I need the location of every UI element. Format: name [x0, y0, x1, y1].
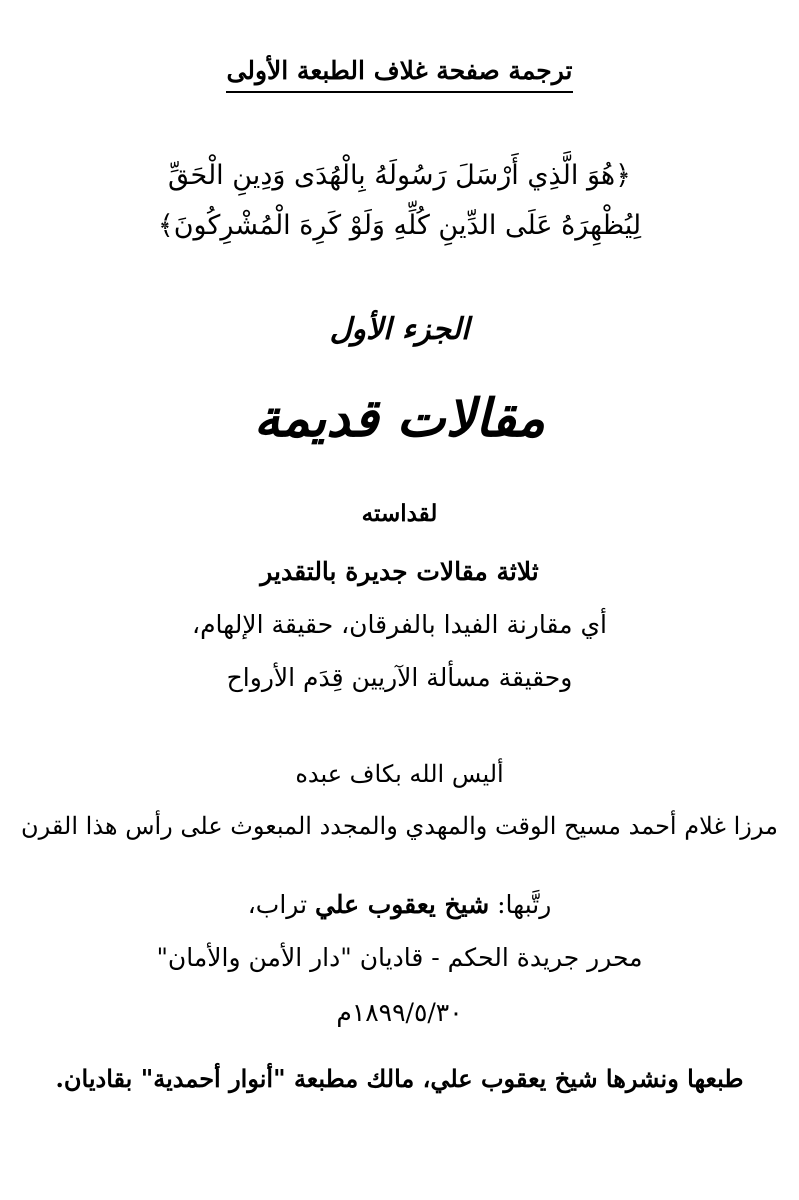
motto: أليس الله بكاف عبده — [295, 760, 504, 788]
page-heading — [0, 56, 799, 85]
printed-by-line: طبعها ونشرها شيخ يعقوب علي، مالك مطبعة "أنوار أحمدية" بقاديان. — [55, 1064, 744, 1093]
editor-line: محرر جريدة الحكم - قاديان "دار الأمن والأمان" — [156, 943, 643, 972]
description-line-2: وحقيقة مسألة الآريين قِدَم الأرواح — [226, 663, 573, 692]
verse-line-2: لِيُظْهِرَهُ عَلَى الدِّينِ كُلِّهِ وَلَوْ كَرِهَ الْمُشْرِكُونَ﴾ — [157, 210, 642, 241]
book-title: مقالات قديمة — [253, 388, 546, 449]
part-label: الجزء الأول — [329, 312, 470, 347]
compiler-name: شيخ يعقوب علي — [314, 890, 490, 919]
by-label: لقداسته — [361, 500, 438, 527]
compiled-label: رتَّبها: — [497, 890, 552, 919]
description-line-1: أي مقارنة الفيدا بالفرقان، حقيقة الإلهام، — [192, 610, 607, 639]
compiled-by — [0, 890, 799, 919]
publication-date: ١٨٩٩/٥/٣٠م — [336, 998, 463, 1027]
verse-line-1: ﴿هُوَ الَّذِي أَرْسَلَ رَسُولَهُ بِالْهُدَى وَدِينِ الْحَقِّ — [168, 160, 631, 191]
author-line: مرزا غلام أحمد مسيح الوقت والمهدي والمجدد المبعوث على رأس هذا القرن — [21, 812, 778, 840]
compiled-suffix: تراب، — [247, 890, 308, 919]
subtitle: ثلاثة مقالات جديرة بالتقدير — [260, 557, 539, 586]
page-heading-text: ترجمة صفحة غلاف الطبعة الأولى — [226, 56, 572, 93]
